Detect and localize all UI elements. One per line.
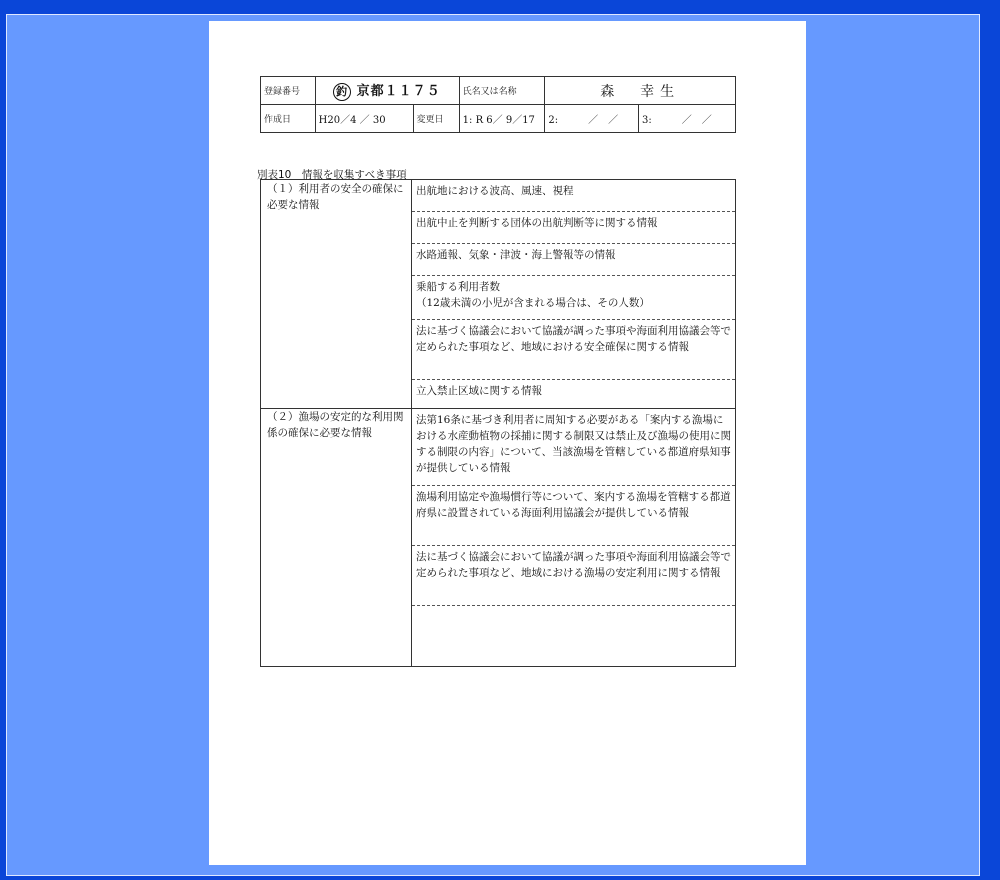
change-date-1: 1: R 6／ 9／17 [459, 105, 545, 133]
registration-header-table [260, 76, 736, 133]
list-item: 立入禁止区域に関する情報 [416, 385, 542, 397]
created-date-value: H20／4 ／ 30 [315, 105, 413, 133]
section-title: 別表10 情報を収集すべき事項 [257, 169, 407, 181]
changed-date-label: 変更日 [413, 105, 459, 133]
change-date-2: 2: ／ ／ [545, 105, 639, 133]
name-label: 氏名又は名称 [459, 77, 545, 105]
list-item: 法第16条に基づき利用者に周知する必要がある「案内する漁場における水産動植物の採捕に関する制限又は禁止及び漁場の使用に関する制限の内容」について、当該漁場を管轄している都道府県知事が提供している情報 [412, 409, 735, 486]
list-item: 乗船する利用者数 （12歳未満の小児が含まれる場合は、その人数） [412, 276, 735, 320]
document-page [209, 21, 806, 865]
list-item: 出航中止を判断する団体の出航判断等に関する情報 [412, 212, 735, 244]
category-1-label: （１）利用者の安全の確保に必要な情報 [267, 183, 404, 211]
registration-number-label: 登録番号 [261, 77, 316, 105]
name-value: 森 幸生 [545, 77, 736, 105]
created-date-label: 作成日 [261, 105, 316, 133]
fishing-mark-icon: 釣 [333, 83, 351, 101]
category-1-items [412, 180, 735, 409]
change-date-3: 3: ／ ／ [639, 105, 736, 133]
registration-number: 京都１１７５ [356, 83, 441, 99]
list-item: 漁場利用協定や漁場慣行等について、案内する漁場を管轄する都道府県に設置されている海面利用協議会が提供している情報 [412, 486, 735, 546]
list-item: 水路通報、気象・津波・海上警報等の情報 [412, 244, 735, 276]
info-table [260, 179, 736, 667]
list-item: 出航地における波高、風速、視程 [412, 180, 735, 212]
category-2-items [412, 409, 735, 606]
list-item: 法に基づく協議会において協議が調った事項や海面利用協議会等で定められた事項など、地域における安全確保に関する情報 [412, 320, 735, 380]
category-2-label: （２）漁場の安定的な利用関係の確保に必要な情報 [267, 411, 404, 439]
list-item: 法に基づく協議会において協議が調った事項や海面利用協議会等で定められた事項など、地域における漁場の安定利用に関する情報 [412, 546, 735, 606]
registration-number-cell [315, 77, 459, 105]
